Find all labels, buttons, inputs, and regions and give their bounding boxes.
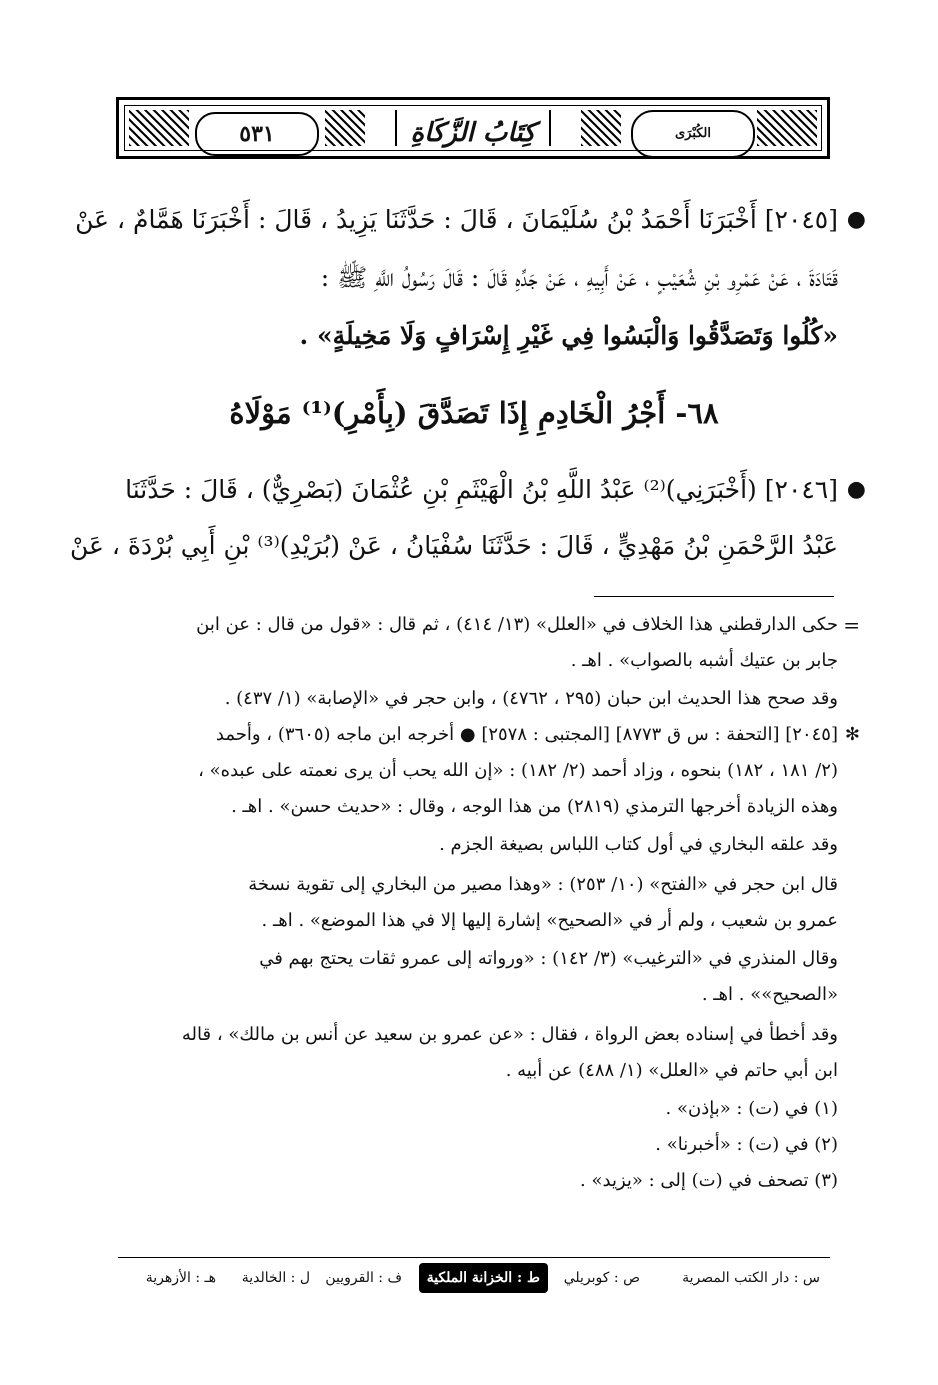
footnote-divider (594, 596, 834, 597)
footnote-line: قال ابن حجر في «الفتح» (١٠/ ٢٥٣) : «وهذا مصير من البخاري إلى تقوية نسخة (248, 874, 838, 895)
key-ha: هـ : الأزهرية (145, 1270, 216, 1286)
ornament-icon (325, 110, 365, 146)
header-frame (124, 105, 822, 151)
manuscript-key (130, 1263, 820, 1293)
star-icon: ✻ (844, 724, 860, 745)
footnote-line: وقد علقه البخاري في أول كتاب اللباس بصيغة الجزم . (439, 834, 838, 855)
key-lam: ل : الخالدية (241, 1270, 310, 1286)
footnote-line: جابر بن عتيك أشبه بالصواب» . اهـ . (570, 650, 838, 671)
ornament-icon (757, 110, 817, 146)
footnote-line: عمرو بن شعيب ، ولم أر في «الصحيح» إشارة إليها إلا في هذا الموضع» . اهـ . (261, 910, 838, 931)
publisher-logo: الكُبْرَى (631, 110, 755, 158)
footnote-line: ابن أبي حاتم في «العلل» (١/ ٤٨٨) عن أبيه . (505, 1060, 838, 1081)
key-ta: ط : الخزانة الملكية (419, 1263, 548, 1293)
ornament-icon (581, 110, 621, 146)
footnote-line: = حكى الدارقطني هذا الخلاف في «العلل» (١٣/ ٤١٤) ، ثم قال : «قول من قال : عن ابن (110, 610, 838, 640)
hadith-line (110, 470, 866, 510)
footer-divider (118, 1257, 830, 1258)
page-number: ٥٣١ (195, 112, 319, 156)
footnote-line: (٢) في (ت) : «أخبرنا» . (655, 1134, 838, 1155)
key-sad: ص : كوبريلي (563, 1270, 640, 1286)
ornament-icon (129, 110, 189, 146)
footnote-line: «الصحيح»» . اهـ . (701, 984, 838, 1005)
hadith-text: [٢٠٤٦] (أَخْبَرَنِي)⁽²⁾ عَبْدُ اللَّهِ بْنُ الْهَيْثَمِ بْنِ عُثْمَانَ (بَصْرِيٌّ) ، قَالَ : حَدَّثَنَا (125, 475, 838, 504)
continuation-mark: = (843, 613, 860, 637)
footnote-line: وهذه الزيادة أخرجها الترمذي (٢٨١٩) من هذا الوجه ، وقال : «حديث حسن» . اهـ . (231, 796, 838, 817)
key-fa: ف : القرويين (325, 1270, 402, 1286)
hadith-matn: «كُلُوا وَتَصَدَّقُوا وَالْبَسُوا فِي غَيْرِ إِسْرَافٍ وَلَا مَخِيلَةٍ» . (299, 321, 838, 350)
footnote-line: ✻ [٢٠٤٥] [التحفة : س ق ٨٧٧٣] [المجتبى : ٢٥٧٨] ● أخرجه ابن ماجه (٣٦٠٥) ، وأحمد (110, 720, 838, 750)
book-title: كِتَابُ الزَّكَاةِ (395, 110, 551, 146)
key-s: س : دار الكتب المصرية (682, 1270, 820, 1286)
bullet-icon: ● (846, 477, 866, 502)
footnote-line: وقد صحح هذا الحديث ابن حبان (٢٩٥ ، ٤٧٦٢) ، وابن حجر في «الإصابة» (١/ ٤٣٧) . (224, 688, 838, 709)
page-header (116, 97, 830, 159)
footnote-line: (١) في (ت) : «بإذن» . (665, 1098, 838, 1119)
footnote-line: (٣) تصحف في (ت) إلى : «يزيد» . (580, 1170, 838, 1191)
footnote-line: وقد أخطأ في إسناده بعض الرواة ، فقال : «عن عمرو بن سعيد عن أنس بن مالك» ، قاله (181, 1024, 838, 1045)
bullet-icon: ● (846, 207, 866, 232)
hadith-line: عَبْدُ الرَّحْمَنِ بْنُ مَهْدِيٍّ ، قَالَ : حَدَّثَنَا سُفْيَانُ ، عَنْ (بُرَيْدِ)⁽³⁾ بْنِ أَبِي بُرْدَةَ ، عَنْ (69, 531, 838, 560)
hadith-text: [٢٠٤٥] أَخْبَرَنَا أَحْمَدُ بْنُ سُلَيْمَانَ ، قَالَ : حَدَّثَنَا يَزِيدُ ، قَالَ : أَخْبَرَنَا هَمَّامٌ ، عَنْ (75, 205, 838, 234)
hadith-line (75, 200, 866, 240)
footnote-line: (٢/ ١٨١ ، ١٨٢) بنحوه ، وزاد أحمد (٢/ ١٨٢) : «إن الله يحب أن يرى نعمته على عبده» ، (198, 760, 838, 781)
footnote-line: وقال المنذري في «الترغيب» (٣/ ١٤٢) : «ورواته إلى عمرو ثقات يحتج بهم في (259, 948, 838, 969)
chapter-heading: ٦٨- أَجْرُ الْخَادِمِ إِذَا تَصَدَّقَ (بِأَمْرِ)⁽¹⁾ مَوْلَاهُ (229, 396, 719, 430)
hadith-line: قَتَادَةَ ، عَنْ عَمْرِو بْنِ شُعَيْبٍ ، عَنْ أَبِيهِ ، عَنْ جَدِّهِ قَالَ : قَالَ رَسُولُ اللَّهِ ﷺ : (320, 263, 838, 292)
